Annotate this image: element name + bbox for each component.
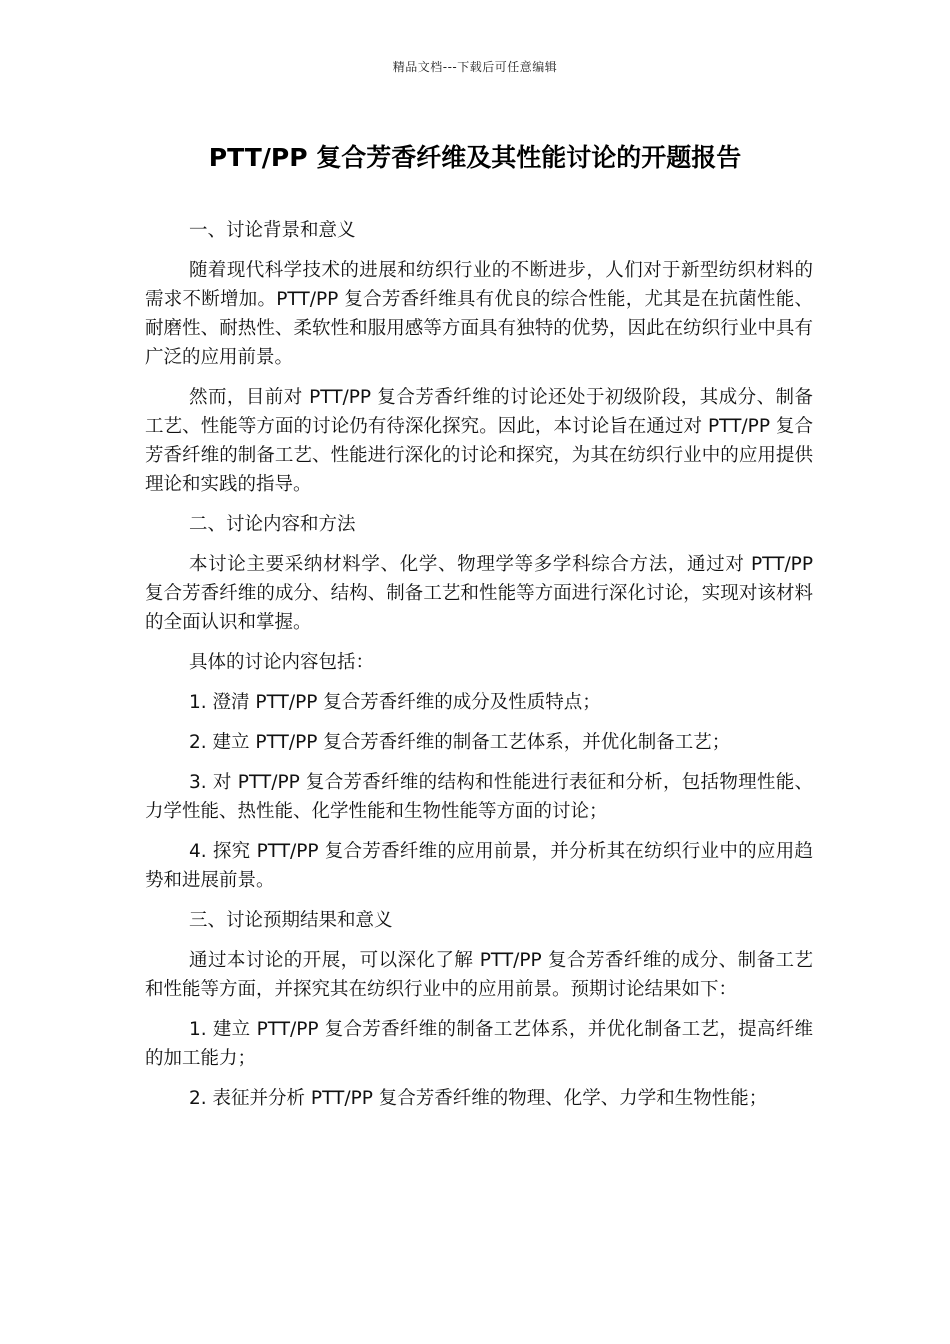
list-item: 3. 对 PTT/PP 复合芳香纤维的结构和性能进行表征和分析，包括物理性能、力学性能、热性能、化学性能和生物性能等方面的讨论； (145, 772, 813, 822)
paragraph: 然而，目前对 PTT/PP 复合芳香纤维的讨论还处于初级阶段，其成分、制备工艺、性能等方面的讨论仍有待深化探究。因此，本讨论旨在通过对 PTT/PP 复合芳香纤维的制备工艺、性能进行深化的讨论和探究，为其在纺织行业中的应用提供理论和实践的指导。 (145, 387, 813, 495)
paragraph: 通过本讨论的开展，可以深化了解 PTT/PP 复合芳香纤维的成分、制备工艺和性能等方面，并探究其在纺织行业中的应用前景。预期讨论结果如下： (145, 950, 813, 1000)
list-item: 1. 澄清 PTT/PP 复合芳香纤维的成分及性质特点； (189, 692, 601, 713)
section-heading-expected-results: 三、讨论预期结果和意义 (189, 910, 393, 931)
list-item: 1. 建立 PTT/PP 复合芳香纤维的制备工艺体系，并优化制备工艺，提高纤维的加工能力； (145, 1019, 813, 1069)
paragraph: 随着现代科学技术的进展和纺织行业的不断进步，人们对于新型纺织材料的需求不断增加。PTT/PP 复合芳香纤维具有优良的综合性能，尤其是在抗菌性能、耐磨性、耐热性、柔软性和服用感等方面具有独特的优势，因此在纺织行业中具有广泛的应用前景。 (145, 260, 813, 368)
document-title: PTT/PP 复合芳香纤维及其性能讨论的开题报告 (208, 143, 742, 172)
document-body (145, 216, 813, 1124)
section-heading-background: 一、讨论背景和意义 (189, 220, 356, 241)
list-item: 2. 建立 PTT/PP 复合芳香纤维的制备工艺体系，并优化制备工艺； (189, 732, 731, 753)
list-item: 2. 表征并分析 PTT/PP 复合芳香纤维的物理、化学、力学和生物性能； (189, 1088, 768, 1109)
list-item: 4. 探究 PTT/PP 复合芳香纤维的应用前景，并分析其在纺织行业中的应用趋势和进展前景。 (145, 841, 813, 891)
header-note: 精品文档---下载后可任意编辑 (392, 60, 558, 74)
paragraph: 具体的讨论内容包括： (189, 652, 375, 673)
paragraph: 本讨论主要采纳材料学、化学、物理学等多学科综合方法，通过对 PTT/PP 复合芳香纤维的成分、结构、制备工艺和性能等方面进行深化讨论，实现对该材料的全面认识和掌握。 (145, 554, 813, 633)
section-heading-content-method: 二、讨论内容和方法 (189, 514, 356, 535)
